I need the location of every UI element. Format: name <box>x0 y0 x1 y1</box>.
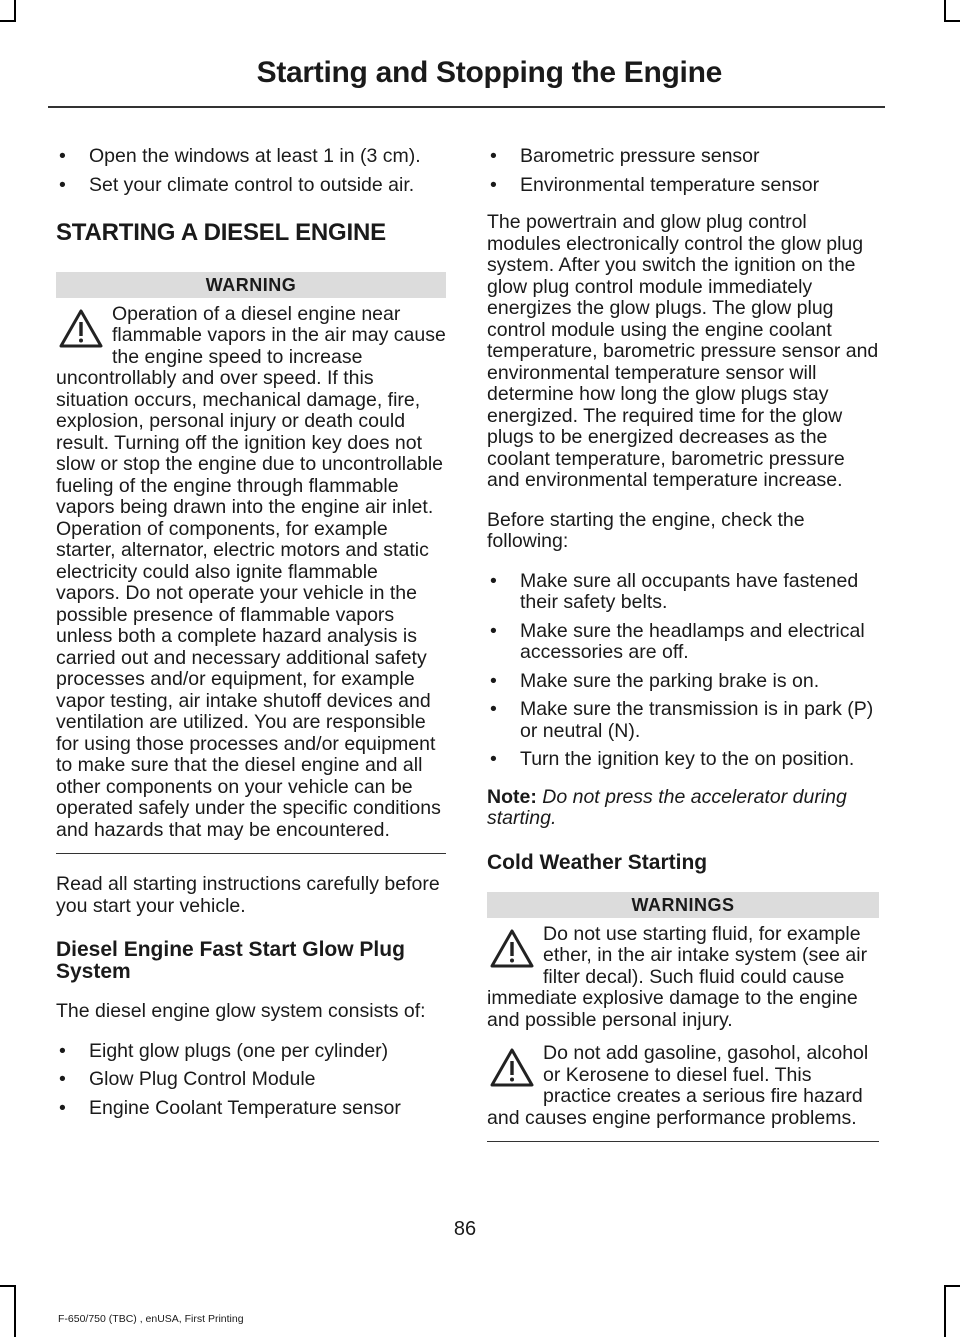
list-item: • Eight glow plugs (one per cylinder) <box>59 1039 389 1062</box>
warning-header: WARNINGS <box>487 892 879 918</box>
crop-mark <box>944 1285 960 1287</box>
warning-header: WARNING <box>56 272 446 298</box>
warning-divider <box>487 1141 879 1142</box>
crop-mark <box>944 0 946 20</box>
note <box>487 787 879 830</box>
warning-block <box>487 1043 879 1129</box>
header-divider <box>48 106 885 108</box>
crop-mark <box>944 20 960 22</box>
note-label: Note: <box>487 785 537 808</box>
list-item: • Turn the ignition key to the on position. <box>490 748 855 770</box>
paragraph: The powertrain and glow plug control modules electronically control the glow plug system. After you switch the ignition on the glow plug control module immediately energizes the glow plugs. The glow plug control module using the engine coolant temperature, barometric pressure sensor and environmental temperature sensor will determine how long the glow plugs stay energized. The required time for the glow plugs to be energized decreases as the coolant temperature, barometric pressure and environmental temperature increase. <box>487 211 879 491</box>
left-column <box>56 146 446 1135</box>
page-title: Starting and Stopping the Engine <box>256 56 722 89</box>
list-item: • Open the windows at least 1 in (3 cm). <box>59 145 421 167</box>
pre-start-checklist <box>487 571 879 771</box>
warning-block <box>487 924 879 1032</box>
note-text: Do not press the accelerator during starting. <box>487 785 847 829</box>
warning-text: Do not use starting fluid, for example ether, in the air intake system (see air filter decal). Such fluid could cause immediate explosive damage to the engine and possible personal injury. <box>487 922 868 1031</box>
list-item: • Barometric pressure sensor <box>490 145 760 167</box>
glow-system-list <box>56 1041 446 1120</box>
subheading: Diesel Engine Fast Start Glow Plug System <box>56 938 405 983</box>
list-item: • Make sure the transmission is in park (P) or neutral (N). <box>490 698 874 742</box>
warning-block <box>56 304 446 842</box>
warning-triangle-icon <box>487 1043 537 1093</box>
right-column <box>487 146 879 1162</box>
subheading: Cold Weather Starting <box>487 850 708 874</box>
section-title: STARTING A DIESEL ENGINE <box>56 219 386 246</box>
paragraph: The diesel engine glow system consists of: <box>56 1000 426 1022</box>
precaution-list <box>56 146 446 196</box>
footer-text: F-650/750 (TBC) , enUSA, First Printing <box>58 1313 244 1325</box>
warning-text: Do not add gasoline, gasohol, alcohol or Kerosene to diesel fuel. This practice creates a serious fire hazard and causes engine performance problems. <box>487 1042 869 1129</box>
crop-mark <box>14 1285 16 1337</box>
page-number: 86 <box>453 1218 477 1240</box>
list-item: • Make sure all occupants have fastened their safety belts. <box>490 569 859 613</box>
warning-triangle-icon <box>56 304 106 354</box>
list-item: • Set your climate control to outside air. <box>59 173 415 196</box>
paragraph: Read all starting instructions carefully before you start your vehicle. <box>56 873 440 917</box>
warning-text: Operation of a diesel engine near flammable vapors in the air may cause the engine speed to increase uncontrollably and over speed. If this situation occurs, mechanical damage, fire, explosion, personal injury or death could result. Turning off the ignition key does not slow or stop the engine due to uncontrollable fueling of the engine through flammable vapors being drawn into the engine air inlet. Operation of components, for example starter, alternator, electric motors and static electricity could also ignite flammable vapors. Do not operate your vehicle in the possible presence of flammable vapors unless both a complete hazard analysis is carried out and necessary additional safety processes and/or equipment, for example vapor testing, air intake shutoff devices and ventilation are utilized. You are responsible for using those processes and/or equipment to make sure that the diesel engine and all other components on your vehicle can be operated safely under the specific conditions and hazards that may be encountered. <box>56 302 446 841</box>
crop-mark <box>0 1285 16 1287</box>
list-item: • Environmental temperature sensor <box>490 173 820 196</box>
warning-triangle-icon <box>487 924 537 974</box>
list-item: • Engine Coolant Temperature sensor <box>59 1096 401 1119</box>
glow-system-list-continued <box>487 146 879 196</box>
list-item: • Make sure the parking brake is on. <box>490 669 820 692</box>
crop-mark <box>14 0 16 20</box>
list-item: • Glow Plug Control Module <box>59 1068 316 1090</box>
crop-mark <box>944 1285 946 1337</box>
crop-mark <box>0 20 16 22</box>
warning-divider <box>56 853 446 854</box>
paragraph: Before starting the engine, check the following: <box>487 508 805 552</box>
list-item: • Make sure the headlamps and electrical accessories are off. <box>490 619 865 663</box>
